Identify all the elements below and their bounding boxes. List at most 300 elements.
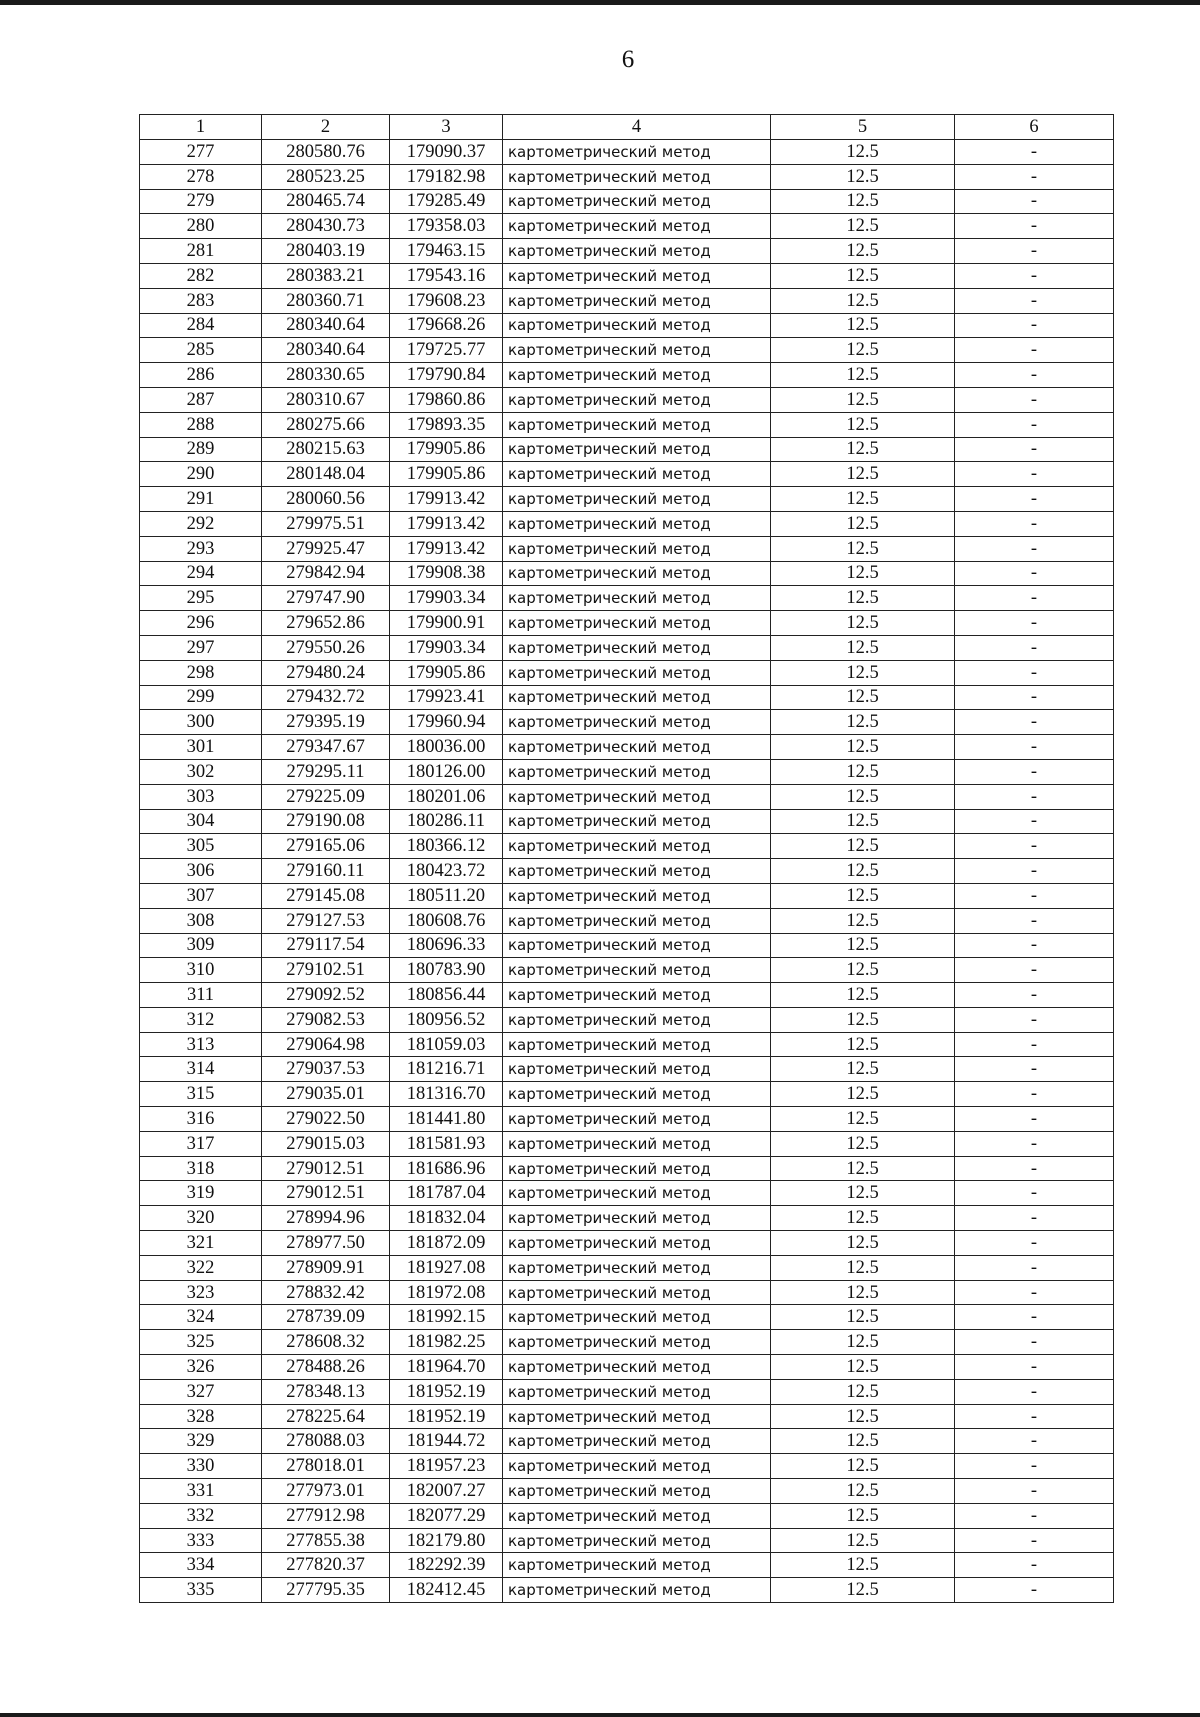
point-number-cell: 282 [140,263,262,288]
accuracy-cell: 12.5 [771,1305,955,1330]
table-row [140,1528,1114,1553]
accuracy-cell: 12.5 [771,759,955,784]
table-row [140,933,1114,958]
header-cell-1: 1 [140,115,262,140]
y-coordinate-cell: 182292.39 [390,1553,503,1578]
y-coordinate-cell: 180956.52 [390,1007,503,1032]
method-cell: картометрический метод [503,660,771,685]
y-coordinate-cell: 180608.76 [390,908,503,933]
table-row [140,1578,1114,1603]
method-cell: картометрический метод [503,1057,771,1082]
point-number-cell: 277 [140,140,262,165]
method-cell: картометрический метод [503,363,771,388]
x-coordinate-cell: 279012.51 [262,1156,390,1181]
table-header-row [140,115,1114,140]
header-cell-2: 2 [262,115,390,140]
method-cell: картометрический метод [503,958,771,983]
note-cell: - [955,1454,1114,1479]
scan-edge-bottom [0,1713,1200,1717]
y-coordinate-cell: 179090.37 [390,140,503,165]
note-cell: - [955,834,1114,859]
table-row [140,958,1114,983]
table-row [140,759,1114,784]
accuracy-cell: 12.5 [771,164,955,189]
x-coordinate-cell: 278608.32 [262,1330,390,1355]
point-number-cell: 302 [140,759,262,784]
y-coordinate-cell: 181952.19 [390,1404,503,1429]
table-row [140,263,1114,288]
x-coordinate-cell: 279975.51 [262,511,390,536]
x-coordinate-cell: 280430.73 [262,214,390,239]
x-coordinate-cell: 280465.74 [262,189,390,214]
table-row [140,735,1114,760]
point-number-cell: 335 [140,1578,262,1603]
x-coordinate-cell: 277820.37 [262,1553,390,1578]
accuracy-cell: 12.5 [771,1553,955,1578]
header-cell-6: 6 [955,115,1114,140]
note-cell: - [955,214,1114,239]
point-number-cell: 316 [140,1107,262,1132]
x-coordinate-cell: 279347.67 [262,735,390,760]
y-coordinate-cell: 181944.72 [390,1429,503,1454]
point-number-cell: 333 [140,1528,262,1553]
y-coordinate-cell: 181316.70 [390,1082,503,1107]
method-cell: картометрический метод [503,536,771,561]
table-row [140,140,1114,165]
y-coordinate-cell: 179960.94 [390,710,503,735]
x-coordinate-cell: 279022.50 [262,1107,390,1132]
x-coordinate-cell: 279012.51 [262,1181,390,1206]
y-coordinate-cell: 179903.34 [390,635,503,660]
x-coordinate-cell: 277795.35 [262,1578,390,1603]
x-coordinate-cell: 279127.53 [262,908,390,933]
note-cell: - [955,1032,1114,1057]
y-coordinate-cell: 179358.03 [390,214,503,239]
y-coordinate-cell: 179668.26 [390,313,503,338]
method-cell: картометрический метод [503,635,771,660]
table-row [140,338,1114,363]
y-coordinate-cell: 179903.34 [390,586,503,611]
x-coordinate-cell: 279015.03 [262,1131,390,1156]
y-coordinate-cell: 179543.16 [390,263,503,288]
point-number-cell: 326 [140,1355,262,1380]
method-cell: картометрический метод [503,412,771,437]
note-cell: - [955,908,1114,933]
note-cell: - [955,685,1114,710]
y-coordinate-cell: 181787.04 [390,1181,503,1206]
accuracy-cell: 12.5 [771,1330,955,1355]
y-coordinate-cell: 179182.98 [390,164,503,189]
accuracy-cell: 12.5 [771,1404,955,1429]
note-cell: - [955,561,1114,586]
accuracy-cell: 12.5 [771,1429,955,1454]
point-number-cell: 284 [140,313,262,338]
note-cell: - [955,859,1114,884]
note-cell: - [955,958,1114,983]
accuracy-cell: 12.5 [771,958,955,983]
table-row [140,1131,1114,1156]
accuracy-cell: 12.5 [771,735,955,760]
table-row [140,685,1114,710]
y-coordinate-cell: 179285.49 [390,189,503,214]
note-cell: - [955,239,1114,264]
x-coordinate-cell: 280215.63 [262,437,390,462]
note-cell: - [955,660,1114,685]
table-row [140,1107,1114,1132]
note-cell: - [955,1107,1114,1132]
note-cell: - [955,1528,1114,1553]
x-coordinate-cell: 280148.04 [262,462,390,487]
method-cell: картометрический метод [503,1503,771,1528]
method-cell: картометрический метод [503,586,771,611]
accuracy-cell: 12.5 [771,1479,955,1504]
accuracy-cell: 12.5 [771,1181,955,1206]
method-cell: картометрический метод [503,1032,771,1057]
note-cell: - [955,1082,1114,1107]
method-cell: картометрический метод [503,189,771,214]
point-number-cell: 318 [140,1156,262,1181]
table-row [140,1404,1114,1429]
table-row [140,1379,1114,1404]
y-coordinate-cell: 179923.41 [390,685,503,710]
point-number-cell: 321 [140,1231,262,1256]
x-coordinate-cell: 279395.19 [262,710,390,735]
table-row [140,1503,1114,1528]
accuracy-cell: 12.5 [771,933,955,958]
x-coordinate-cell: 278348.13 [262,1379,390,1404]
method-cell: картометрический метод [503,784,771,809]
table-row [140,214,1114,239]
note-cell: - [955,1503,1114,1528]
method-cell: картометрический метод [503,1379,771,1404]
accuracy-cell: 12.5 [771,140,955,165]
accuracy-cell: 12.5 [771,1454,955,1479]
method-cell: картометрический метод [503,1528,771,1553]
point-number-cell: 289 [140,437,262,462]
y-coordinate-cell: 181952.19 [390,1379,503,1404]
method-cell: картометрический метод [503,759,771,784]
table-row [140,412,1114,437]
accuracy-cell: 12.5 [771,809,955,834]
note-cell: - [955,1578,1114,1603]
method-cell: картометрический метод [503,462,771,487]
x-coordinate-cell: 279092.52 [262,983,390,1008]
x-coordinate-cell: 279652.86 [262,611,390,636]
note-cell: - [955,313,1114,338]
y-coordinate-cell: 181972.08 [390,1280,503,1305]
table-row [140,809,1114,834]
y-coordinate-cell: 182412.45 [390,1578,503,1603]
point-number-cell: 300 [140,710,262,735]
method-cell: картометрический метод [503,1082,771,1107]
method-cell: картометрический метод [503,1181,771,1206]
point-number-cell: 293 [140,536,262,561]
x-coordinate-cell: 279480.24 [262,660,390,685]
note-cell: - [955,1305,1114,1330]
table-row [140,1305,1114,1330]
note-cell: - [955,586,1114,611]
accuracy-cell: 12.5 [771,834,955,859]
method-cell: картометрический метод [503,1578,771,1603]
accuracy-cell: 12.5 [771,561,955,586]
note-cell: - [955,784,1114,809]
note-cell: - [955,735,1114,760]
method-cell: картометрический метод [503,338,771,363]
y-coordinate-cell: 181216.71 [390,1057,503,1082]
accuracy-cell: 12.5 [771,338,955,363]
point-number-cell: 291 [140,487,262,512]
header-cell-5: 5 [771,115,955,140]
method-cell: картометрический метод [503,1454,771,1479]
point-number-cell: 298 [140,660,262,685]
accuracy-cell: 12.5 [771,239,955,264]
table-row [140,189,1114,214]
method-cell: картометрический метод [503,685,771,710]
y-coordinate-cell: 181957.23 [390,1454,503,1479]
method-cell: картометрический метод [503,313,771,338]
x-coordinate-cell: 279145.08 [262,883,390,908]
table-row [140,1280,1114,1305]
point-number-cell: 319 [140,1181,262,1206]
note-cell: - [955,263,1114,288]
y-coordinate-cell: 181872.09 [390,1231,503,1256]
y-coordinate-cell: 180036.00 [390,735,503,760]
y-coordinate-cell: 179608.23 [390,288,503,313]
note-cell: - [955,487,1114,512]
method-cell: картометрический метод [503,908,771,933]
header-cell-4: 4 [503,115,771,140]
method-cell: картометрический метод [503,1007,771,1032]
accuracy-cell: 12.5 [771,1578,955,1603]
method-cell: картометрический метод [503,1206,771,1231]
x-coordinate-cell: 279190.08 [262,809,390,834]
accuracy-cell: 12.5 [771,536,955,561]
y-coordinate-cell: 182179.80 [390,1528,503,1553]
method-cell: картометрический метод [503,710,771,735]
table-row [140,834,1114,859]
accuracy-cell: 12.5 [771,1231,955,1256]
method-cell: картометрический метод [503,1255,771,1280]
accuracy-cell: 12.5 [771,1355,955,1380]
x-coordinate-cell: 279160.11 [262,859,390,884]
scan-edge-top [0,0,1200,5]
point-number-cell: 280 [140,214,262,239]
x-coordinate-cell: 279082.53 [262,1007,390,1032]
point-number-cell: 301 [140,735,262,760]
accuracy-cell: 12.5 [771,412,955,437]
y-coordinate-cell: 181927.08 [390,1255,503,1280]
table-row [140,883,1114,908]
point-number-cell: 309 [140,933,262,958]
accuracy-cell: 12.5 [771,908,955,933]
accuracy-cell: 12.5 [771,387,955,412]
y-coordinate-cell: 181964.70 [390,1355,503,1380]
table-row [140,511,1114,536]
table-row [140,1355,1114,1380]
note-cell: - [955,1131,1114,1156]
y-coordinate-cell: 179790.84 [390,363,503,388]
y-coordinate-cell: 179913.42 [390,511,503,536]
table-row [140,387,1114,412]
accuracy-cell: 12.5 [771,859,955,884]
x-coordinate-cell: 278088.03 [262,1429,390,1454]
y-coordinate-cell: 181059.03 [390,1032,503,1057]
method-cell: картометрический метод [503,1231,771,1256]
point-number-cell: 297 [140,635,262,660]
accuracy-cell: 12.5 [771,437,955,462]
x-coordinate-cell: 280523.25 [262,164,390,189]
note-cell: - [955,1553,1114,1578]
method-cell: картометрический метод [503,561,771,586]
y-coordinate-cell: 179893.35 [390,412,503,437]
table-row [140,1255,1114,1280]
note-cell: - [955,1330,1114,1355]
accuracy-cell: 12.5 [771,1032,955,1057]
x-coordinate-cell: 278225.64 [262,1404,390,1429]
x-coordinate-cell: 279225.09 [262,784,390,809]
method-cell: картометрический метод [503,1355,771,1380]
note-cell: - [955,189,1114,214]
point-number-cell: 299 [140,685,262,710]
method-cell: картометрический метод [503,164,771,189]
table-row [140,363,1114,388]
point-number-cell: 320 [140,1206,262,1231]
method-cell: картометрический метод [503,1404,771,1429]
table-row [140,660,1114,685]
point-number-cell: 313 [140,1032,262,1057]
y-coordinate-cell: 179725.77 [390,338,503,363]
method-cell: картометрический метод [503,288,771,313]
x-coordinate-cell: 279035.01 [262,1082,390,1107]
note-cell: - [955,635,1114,660]
note-cell: - [955,1231,1114,1256]
accuracy-cell: 12.5 [771,263,955,288]
table-row [140,1057,1114,1082]
table-row [140,313,1114,338]
note-cell: - [955,1255,1114,1280]
point-number-cell: 332 [140,1503,262,1528]
x-coordinate-cell: 277973.01 [262,1479,390,1504]
point-number-cell: 334 [140,1553,262,1578]
method-cell: картометрический метод [503,1280,771,1305]
y-coordinate-cell: 181982.25 [390,1330,503,1355]
method-cell: картометрический метод [503,140,771,165]
x-coordinate-cell: 278488.26 [262,1355,390,1380]
note-cell: - [955,288,1114,313]
y-coordinate-cell: 180126.00 [390,759,503,784]
coordinates-table [139,114,1114,1603]
method-cell: картометрический метод [503,933,771,958]
point-number-cell: 279 [140,189,262,214]
accuracy-cell: 12.5 [771,586,955,611]
table-row [140,859,1114,884]
point-number-cell: 312 [140,1007,262,1032]
y-coordinate-cell: 180286.11 [390,809,503,834]
note-cell: - [955,511,1114,536]
point-number-cell: 330 [140,1454,262,1479]
accuracy-cell: 12.5 [771,1131,955,1156]
x-coordinate-cell: 279037.53 [262,1057,390,1082]
accuracy-cell: 12.5 [771,635,955,660]
accuracy-cell: 12.5 [771,1007,955,1032]
note-cell: - [955,536,1114,561]
x-coordinate-cell: 278832.42 [262,1280,390,1305]
note-cell: - [955,387,1114,412]
accuracy-cell: 12.5 [771,462,955,487]
y-coordinate-cell: 179913.42 [390,536,503,561]
x-coordinate-cell: 280383.21 [262,263,390,288]
accuracy-cell: 12.5 [771,1503,955,1528]
accuracy-cell: 12.5 [771,1280,955,1305]
accuracy-cell: 12.5 [771,189,955,214]
y-coordinate-cell: 181992.15 [390,1305,503,1330]
accuracy-cell: 12.5 [771,288,955,313]
x-coordinate-cell: 280360.71 [262,288,390,313]
x-coordinate-cell: 280340.64 [262,338,390,363]
note-cell: - [955,1057,1114,1082]
accuracy-cell: 12.5 [771,487,955,512]
x-coordinate-cell: 280403.19 [262,239,390,264]
y-coordinate-cell: 181581.93 [390,1131,503,1156]
table-row [140,908,1114,933]
method-cell: картометрический метод [503,511,771,536]
note-cell: - [955,412,1114,437]
table-row [140,164,1114,189]
note-cell: - [955,1007,1114,1032]
point-number-cell: 286 [140,363,262,388]
point-number-cell: 296 [140,611,262,636]
table-row [140,1231,1114,1256]
accuracy-cell: 12.5 [771,214,955,239]
note-cell: - [955,1156,1114,1181]
method-cell: картометрический метод [503,214,771,239]
y-coordinate-cell: 180856.44 [390,983,503,1008]
x-coordinate-cell: 279117.54 [262,933,390,958]
x-coordinate-cell: 278909.91 [262,1255,390,1280]
x-coordinate-cell: 280580.76 [262,140,390,165]
note-cell: - [955,462,1114,487]
x-coordinate-cell: 279295.11 [262,759,390,784]
x-coordinate-cell: 279550.26 [262,635,390,660]
accuracy-cell: 12.5 [771,784,955,809]
y-coordinate-cell: 179908.38 [390,561,503,586]
method-cell: картометрический метод [503,1156,771,1181]
y-coordinate-cell: 179905.86 [390,462,503,487]
table-row [140,635,1114,660]
point-number-cell: 306 [140,859,262,884]
point-number-cell: 324 [140,1305,262,1330]
x-coordinate-cell: 279432.72 [262,685,390,710]
accuracy-cell: 12.5 [771,983,955,1008]
table-body [140,115,1114,1603]
table-row [140,462,1114,487]
note-cell: - [955,1206,1114,1231]
point-number-cell: 307 [140,883,262,908]
table-row [140,239,1114,264]
table-row [140,288,1114,313]
note-cell: - [955,710,1114,735]
table-row [140,1206,1114,1231]
note-cell: - [955,883,1114,908]
note-cell: - [955,759,1114,784]
y-coordinate-cell: 181686.96 [390,1156,503,1181]
y-coordinate-cell: 179463.15 [390,239,503,264]
point-number-cell: 278 [140,164,262,189]
x-coordinate-cell: 278018.01 [262,1454,390,1479]
method-cell: картометрический метод [503,1131,771,1156]
point-number-cell: 292 [140,511,262,536]
method-cell: картометрический метод [503,983,771,1008]
